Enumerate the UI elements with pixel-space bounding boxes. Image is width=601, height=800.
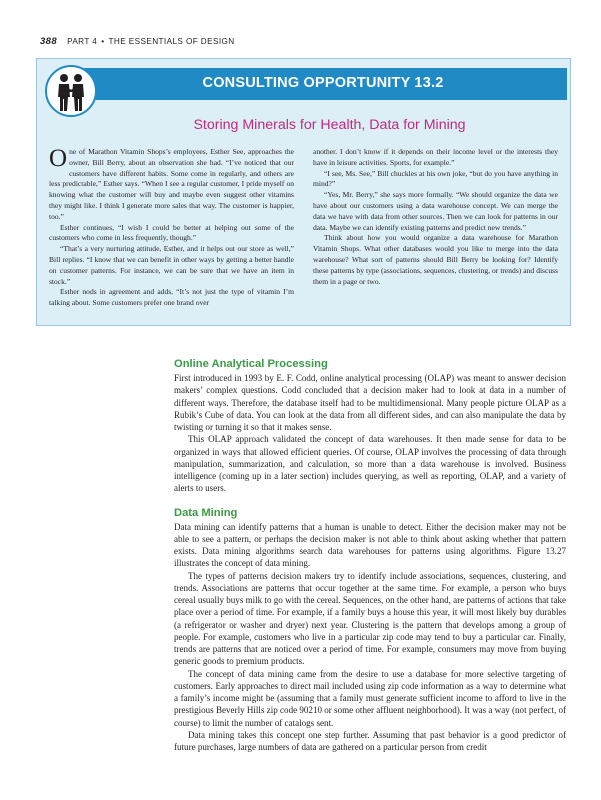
handshake-icon xyxy=(45,65,97,117)
consulting-right-column xyxy=(313,147,558,287)
running-header xyxy=(40,36,235,50)
page-number: 388 xyxy=(40,36,58,47)
consulting-right-p3: “Yes, Mr. Berry,” she says more formally. “We should organize the data we have about our customers using a data warehouse concept. We can merge the data we have with data from other sources. Then we can look for patterns in our data. Maybe we can identify existing patterns and predict new trends.” xyxy=(313,190,558,232)
data-mining-heading: Data Mining xyxy=(174,506,238,519)
consulting-subtitle: Storing Minerals for Health, Data for Mining xyxy=(193,117,466,133)
consulting-left-p1 xyxy=(49,147,294,223)
consulting-opportunity-box xyxy=(36,58,571,326)
consulting-left-p3: “That’s a very nurturing attitude, Esther, and it helps out our store as well,” Bill replies. “I know that we can benefit in other ways by getting a better handle on customer patterns. For instance, we can be sure that we have an item in stock.” xyxy=(49,244,294,286)
consulting-banner xyxy=(79,68,567,100)
part-label: PART 4 xyxy=(67,37,98,46)
consulting-right-p1: another. I don’t know if it depends on their income level or the interests they have in leisure activities. Sports, for example.” xyxy=(313,147,558,167)
mining-p1: Data mining can identify patterns that a human is unable to detect. Either the decision maker may not be able to see a pattern, or perhaps the decision maker is not able to think about asking whether that pattern exists. Data mining algorithms search data warehouses for patterns using algorithms. Figure 13.27 illustrates the concept of data mining. xyxy=(174,521,566,569)
consulting-right-p2: “I see, Ms. See,” Bill chuckles at his own joke, “but do you have anything in mind?” xyxy=(313,168,558,189)
consulting-left-p2: Esther continues, “I wish I could be better at helping out some of the customers who come in less frequently, though.” xyxy=(49,222,294,243)
part-title: THE ESSENTIALS OF DESIGN xyxy=(108,37,235,46)
consulting-left-p1-text: ne of Marathon Vitamin Shops’s employees, Esther See, approaches the owner, Bill Berry, about an observation she had. “I’ve noticed that our customers have different habits. Some come in regularly, and others are less predictable,” Esther says. “When I see a regular customer, I pride myself on knowing what the customer will buy and maybe even suggest other vitamins they might like. I think I generate more sales that way. The customer is happier, too.” xyxy=(49,147,294,221)
olap-p2: This OLAP approach validated the concept of data warehouses. It then made sense for data to be organized in ways that allowed efficient queries. Of course, OLAP involves the processing of data through manipulation, summarization, and calculation, so more than a data warehouse is involved. Business intelligence (coming up in a later section) includes querying, as well as reporting, OLAP, and a variety of alerts to users. xyxy=(174,434,566,494)
two-businessmen-shaking-hands-icon xyxy=(47,67,95,115)
main-text xyxy=(174,357,566,753)
olap-p1: First introduced in 1993 by E. F. Codd, online analytical processing (OLAP) was meant to answer decision makers’ complex questions. Codd concluded that a decision maker had to look at data in a number of different ways. Therefore, the database itself had to be multidimensional. Many people picture OLAP as a Rubik’s Cube of data. You can look at the data from all different sides, and can also manipulate the data by twisting or turning it so that it makes sense. xyxy=(174,373,566,432)
consulting-left-column xyxy=(49,147,294,309)
drop-cap: O xyxy=(49,145,68,172)
olap-heading: Online Analytical Processing xyxy=(174,358,328,370)
consulting-right-p4: Think about how you would organize a data warehouse for Marathon Vitamin Shops. What other databases would you like to merge into the data warehouse? What sort of patterns should Bill Berry be looking for? Identify these patterns by type (associations, sequences, clustering, or trends) and discuss them in a page or two. xyxy=(313,233,558,286)
mining-p4: Data mining takes this concept one step further. Assuming that past behavior is a good predictor of future purchases, large numbers of data are gathered on a particular person from credit xyxy=(174,729,566,752)
header-bullet: • xyxy=(101,37,105,46)
consulting-left-p4: Esther nods in agreement and adds, “It’s not just the type of vitamin I’m talking about. Some customers prefer one brand over xyxy=(49,287,294,308)
banner-title: CONSULTING OPPORTUNITY 13.2 xyxy=(202,75,444,91)
mining-p3: The concept of data mining came from the desire to use a database for more selective targeting of customers. Early approaches to direct mail included using zip code information as a way to determine what a family’s income might be (assuming that a family must generate sufficient income to afford to live in the prestigious Beverly Hills zip code 90210 or some other affluent neighborhood). It was a way (not perfect, of course) to limit the number of catalogs sent. xyxy=(174,668,567,728)
mining-p2: The types of patterns decision makers try to identify include associations, sequences, clustering, and trends. Associations are patterns that occur together at the same time. For example, a person who buys cereal usually buys milk to go with the cereal. Sequences, on the other hand, are patterns of actions that take place over a period of time. For example, if a family buys a house this year, it will most likely buy durables (a refrigerator or washer and dryer) next year. Clustering is the pattern that develops among a group of people. For example, customers who live in a particular zip code may tend to buy a particular car. Finally, trends are patterns that are noticed over a period of time. For example, consumers may move from buying generic goods to premium products. xyxy=(174,570,566,667)
